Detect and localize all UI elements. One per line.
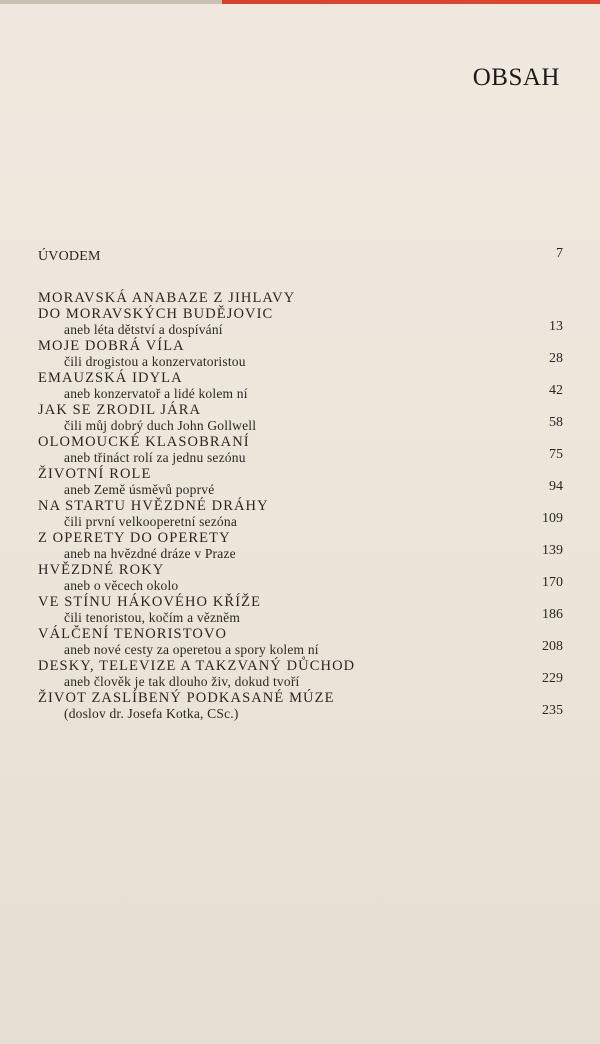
chapter-title: Z OPERETY DO OPERETY [38, 530, 231, 546]
page-number: 170 [542, 575, 563, 590]
page-number: 139 [542, 543, 563, 558]
toc-chapter-row [38, 562, 563, 578]
toc-chapter-row [38, 306, 563, 322]
page-title: OBSAH [472, 64, 560, 91]
toc-subtitle-row [38, 639, 563, 658]
chapter-title: HVĚZDNÉ ROKY [38, 562, 165, 578]
toc-chapter-row [38, 402, 563, 418]
toc-intro-row [38, 240, 563, 270]
chapter-subtitle: aneb léta dětství a dospívání [64, 322, 223, 337]
toc-chapter-row [38, 434, 563, 450]
chapter-title: ŽIVOTNÍ ROLE [38, 466, 152, 482]
chapter-subtitle: čili můj dobrý duch John Gollwell [64, 418, 257, 433]
toc-spacer [38, 270, 563, 290]
page-number: 13 [549, 319, 563, 334]
chapter-subtitle: čili drogistou a konzervatoristou [64, 354, 246, 369]
toc-subtitle-row [38, 351, 563, 370]
toc-subtitle-row [38, 543, 563, 562]
chapter-title: DO MORAVSKÝCH BUDĚJOVIC [38, 306, 274, 322]
toc-intro-title: ÚVODEM [38, 249, 101, 264]
toc-subtitle-row [38, 511, 563, 530]
chapter-subtitle: čili první velkooperetní sezóna [64, 514, 238, 529]
chapter-subtitle: čili tenoristou, kočím a vězněm [64, 610, 241, 625]
chapter-title: OLOMOUCKÉ KLASOBRANÍ [38, 434, 250, 450]
chapter-title: MORAVSKÁ ANABAZE Z JIHLAVY [38, 290, 296, 306]
toc-chapter-row [38, 690, 563, 706]
chapter-title: JAK SE ZRODIL JÁRA [38, 402, 202, 418]
chapter-title: NA STARTU HVĚZDNÉ DRÁHY [38, 498, 269, 514]
page-number: 42 [549, 383, 563, 398]
toc-subtitle-row [38, 383, 563, 402]
toc-subtitle-row [38, 415, 563, 434]
toc-intro-page: 7 [556, 246, 563, 261]
page-number: 235 [542, 703, 563, 718]
page-number: 28 [549, 351, 563, 366]
toc-chapter-row [38, 658, 563, 674]
chapter-title: DESKY, TELEVIZE A TAKZVANÝ DŮCHOD [38, 658, 356, 674]
toc-chapter-row [38, 370, 563, 386]
toc-subtitle-row [38, 607, 563, 626]
page-number: 94 [549, 479, 563, 494]
toc-chapter-row [38, 338, 563, 354]
chapter-title: VE STÍNU HÁKOVÉHO KŘÍŽE [38, 594, 262, 610]
toc-subtitle-row [38, 447, 563, 466]
page-number: 186 [542, 607, 563, 622]
chapter-title: ŽIVOT ZASLÍBENÝ PODKASANÉ MÚZE [38, 690, 335, 706]
page-number: 208 [542, 639, 563, 654]
chapter-subtitle: (doslov dr. Josefa Kotka, CSc.) [64, 706, 239, 721]
chapter-subtitle: aneb Země úsměvů poprvé [64, 482, 215, 497]
toc-subtitle-row [38, 671, 563, 690]
toc-chapter-row [38, 530, 563, 546]
table-of-contents [38, 240, 563, 722]
chapter-subtitle: aneb nové cesty za operetou a spory kolem ní [64, 642, 319, 657]
chapter-title: EMAUZSKÁ IDYLA [38, 370, 183, 386]
toc-subtitle-row [38, 479, 563, 498]
toc-entries [38, 290, 563, 722]
chapter-subtitle: aneb třináct rolí za jednu sezónu [64, 450, 246, 465]
toc-chapter-row [38, 498, 563, 514]
page-number: 75 [549, 447, 563, 462]
chapter-subtitle: aneb o věcech okolo [64, 578, 179, 593]
chapter-title: MOJE DOBRÁ VÍLA [38, 338, 185, 354]
toc-chapter-row [38, 290, 563, 306]
toc-chapter-row [38, 594, 563, 610]
toc-chapter-row [38, 466, 563, 482]
page-number: 229 [542, 671, 563, 686]
toc-subtitle-row [38, 703, 563, 722]
chapter-subtitle: aneb konzervatoř a lidé kolem ní [64, 386, 248, 401]
page-number: 109 [542, 511, 563, 526]
toc-subtitle-row [38, 575, 563, 594]
page-top-edge [0, 0, 600, 4]
toc-subtitle-row [38, 319, 563, 338]
chapter-title: VÁLČENÍ TENORISTOVO [38, 626, 228, 642]
chapter-subtitle: aneb člověk je tak dlouho živ, dokud tvoří [64, 674, 300, 689]
toc-chapter-row [38, 626, 563, 642]
chapter-subtitle: aneb na hvězdné dráze v Praze [64, 546, 236, 561]
page-number: 58 [549, 415, 563, 430]
